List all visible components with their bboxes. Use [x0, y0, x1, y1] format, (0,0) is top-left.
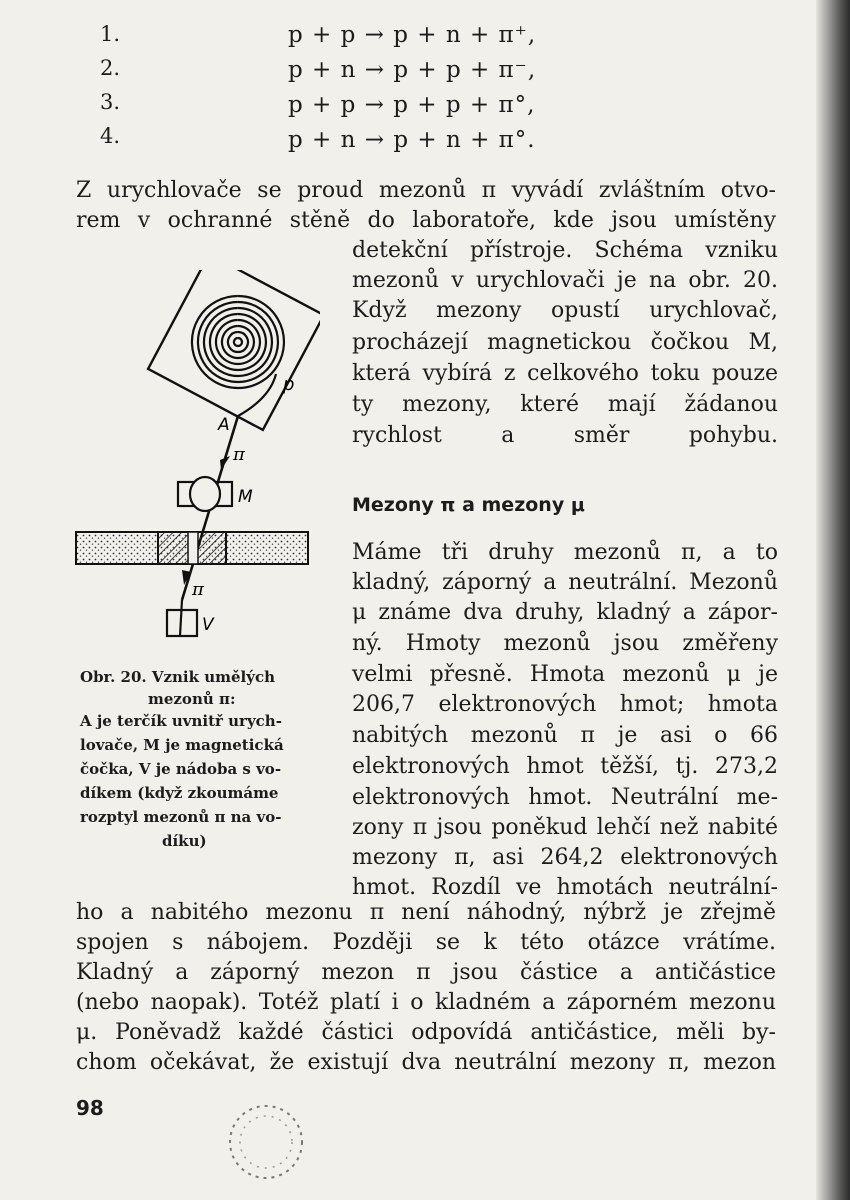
text-line: μ známe dva druhy, kladný a zápor- [352, 600, 778, 625]
text-line: kladný, záporný a neutrální. Mezonů [352, 570, 778, 595]
text-line: ho a nabitého mezonu π není náhodný, nýbrž je zřejmě [76, 900, 776, 925]
equation: p + p → p + n + π⁺, [288, 22, 537, 48]
text-line: ný. Hmoty mezonů jsou změřeny [352, 631, 778, 656]
caption-line: díku) [162, 832, 207, 850]
text-line: elektronových hmot. Neutrální me- [352, 785, 778, 810]
text-line: ty mezony, které mají žádanou [352, 392, 778, 417]
accelerator-spiral [192, 296, 284, 388]
caption-line: lovače, M je magnetická [80, 736, 284, 754]
text-line: 206,7 elektronových hmot; hmota [352, 692, 778, 717]
caption-line: Obr. 20. Vznik umělých [80, 668, 275, 686]
text-line: hmot. Rozdíl ve hmotách neutrální- [352, 875, 778, 900]
equation: p + n → p + n + π°. [288, 127, 536, 153]
label-a: A [218, 415, 230, 435]
magnetic-lens [178, 477, 232, 511]
label-pi-top: π [233, 444, 245, 465]
text-line: Kladný a záporný mezon π jsou částice a antičástice [76, 960, 776, 985]
hydrogen-vessel [167, 600, 197, 636]
text-line: procházejí magnetickou čočkou M, [352, 330, 778, 355]
page-edge-shadow [816, 0, 850, 1200]
label-v: V [202, 615, 214, 635]
section-heading: Mezony π a mezony μ [352, 494, 585, 516]
equation: p + n → p + p + π⁻, [288, 57, 537, 83]
text-line: rem v ochranné stěně do laboratoře, kde jsou umístěny [76, 208, 776, 233]
equation-number: 2. [100, 56, 121, 80]
text-line: detekční přístroje. Schéma vzniku [352, 238, 778, 263]
text-line: Když mezony opustí urychlovač, [352, 298, 778, 323]
text-line: chom očekávat, že existují dva neutrální mezony π, mezon [76, 1050, 776, 1075]
arrow-icon [220, 456, 230, 470]
caption-line: čočka, V je nádoba s vo- [80, 760, 282, 778]
label-pi-bottom: π [192, 579, 204, 600]
text-line: spojen s nábojem. Později se k této otázce vrátíme. [76, 930, 776, 955]
text-line: (nebo naopak). Totéž platí i o kladném a záporném mezonu [76, 990, 776, 1015]
page-number: 98 [76, 1096, 104, 1120]
caption-line: rozptyl mezonů π na vo- [80, 808, 282, 826]
label-p: p [283, 374, 295, 395]
text-line: elektronových hmot těžší, tj. 273,2 [352, 754, 778, 779]
text-line: Z urychlovače se proud mezonů π vyvádí zvláštním otvo- [76, 178, 776, 203]
equation: p + p → p + p + π°, [288, 92, 536, 118]
caption-line: A je terčík uvnitř urych- [80, 712, 282, 730]
shielding-wall [76, 532, 308, 564]
text-line: která vybírá z celkového toku pouze [352, 361, 778, 386]
equation-number: 3. [100, 90, 121, 114]
text-line: Máme tři druhy mezonů π, a to [352, 540, 778, 565]
text-line: μ. Poněvadž každé částici odpovídá antičástice, měli by- [76, 1020, 776, 1045]
equation-number: 1. [100, 22, 121, 46]
text-line: rychlost a směr pohybu. [352, 423, 778, 448]
caption-line: díkem (když zkoumáme [80, 784, 279, 802]
label-m: M [238, 487, 253, 507]
library-stamp-icon [226, 1098, 316, 1188]
text-line: mezonů v urychlovači je na obr. 20. [352, 268, 778, 293]
text-line: nabitých mezonů π je asi o 66 [352, 723, 778, 748]
proton-beam-path [238, 374, 276, 416]
text-line: velmi přesně. Hmota mezonů μ je [352, 662, 778, 687]
figure-20-diagram [70, 270, 320, 660]
accelerator [148, 270, 320, 430]
caption-line: mezonů π: [148, 690, 236, 708]
equation-number: 4. [100, 124, 121, 148]
text-line: zony π jsou poněkud lehčí než nabité [352, 815, 778, 840]
text-line: mezony π, asi 264,2 elektronových [352, 845, 778, 870]
